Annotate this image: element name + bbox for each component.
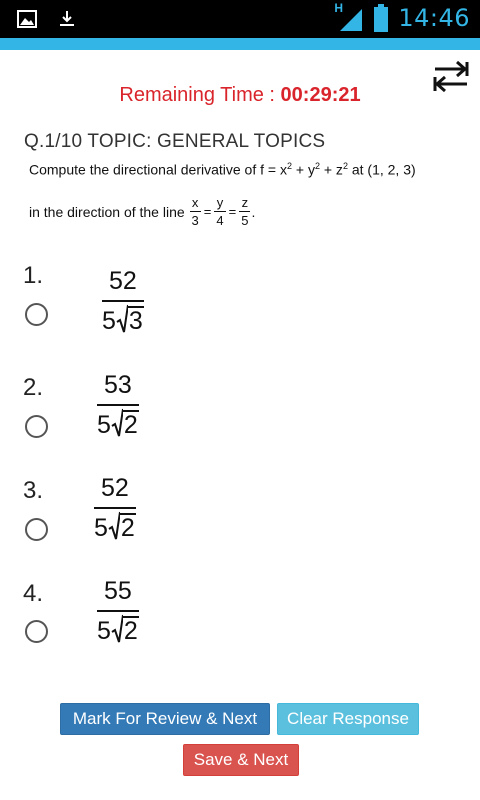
option-fraction: 52 5 2 (94, 474, 135, 542)
option-number: 4. (23, 580, 44, 607)
battery-icon (374, 4, 388, 32)
question-text-line2: in the direction of the line $\frac{x}{3}$ = $\frac{y}{4}$ = $\frac{z}{5}$ . (29, 195, 256, 228)
option-2 (0, 371, 480, 474)
sqrt-icon (111, 408, 123, 438)
fraction-y: $\frac{y}{4}$ (216, 195, 224, 228)
option-number: 2. (23, 374, 44, 401)
option-radio[interactable] (25, 620, 48, 643)
clear-response-button[interactable]: Clear Response (277, 703, 419, 735)
save-next-button[interactable]: Save & Next (183, 744, 299, 776)
option-fraction: 55 5 2 (97, 577, 138, 645)
question-text-line1: Compute the directional derivative of $f = x^2 + y^2 + z^2$ at (1, 2, 3) (29, 161, 416, 178)
option-number: 1. (23, 262, 44, 289)
option-1 (0, 262, 480, 362)
option-fraction: 53 5 2 (97, 371, 138, 439)
option-radio[interactable] (25, 303, 48, 326)
accent-bar (0, 38, 480, 50)
fraction-x: $\frac{x}{3}$ (191, 195, 199, 228)
remaining-time (0, 84, 480, 107)
question-heading: Q.1/10 TOPIC: GENERAL TOPICS (24, 131, 326, 152)
option-number: 3. (23, 477, 44, 504)
mark-for-review-button[interactable]: Mark For Review & Next (60, 703, 270, 735)
timer-value: 00:29:21 (280, 84, 361, 106)
status-bar (0, 0, 480, 38)
status-clock: 14:46 (398, 4, 470, 32)
option-radio[interactable] (25, 415, 48, 438)
download-icon (56, 8, 78, 30)
network-type-label: H (334, 1, 343, 15)
sqrt-icon (108, 511, 120, 541)
option-radio[interactable] (25, 518, 48, 541)
sqrt-icon (111, 614, 123, 644)
fraction-z: $\frac{z}{5}$ (241, 195, 249, 228)
option-4 (0, 577, 480, 680)
gallery-icon (16, 8, 38, 30)
signal-icon (334, 3, 364, 33)
sqrt-icon (116, 304, 128, 334)
timer-label: Remaining Time : (119, 84, 281, 106)
option-3 (0, 474, 480, 577)
option-fraction: 52 5 3 (102, 267, 143, 335)
